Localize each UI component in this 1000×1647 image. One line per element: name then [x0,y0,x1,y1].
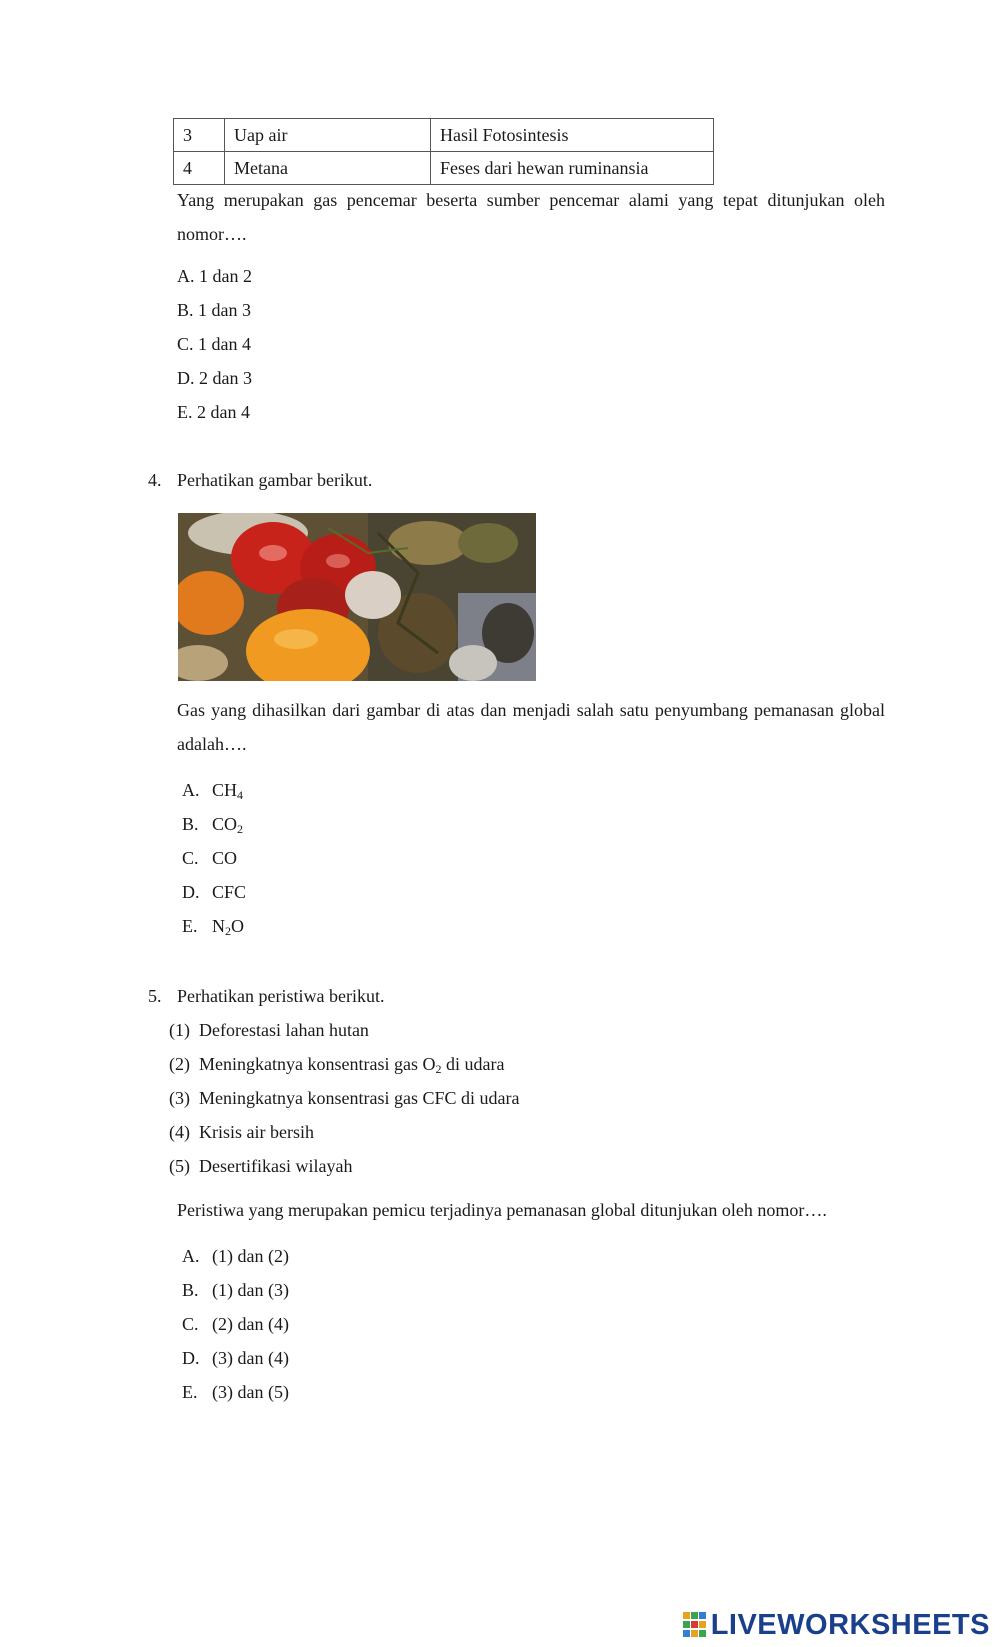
statement-subscript: 2 [435,1062,442,1076]
statement-number: (5) [169,1156,190,1176]
liveworksheets-logo-icon [683,1612,707,1638]
option-text: (3) dan (5) [212,1382,289,1402]
q3-option-c[interactable] [177,334,251,355]
question-number: 4. [148,470,162,490]
option-text: 1 dan 4 [198,334,252,354]
table-cell-no: 4 [174,152,225,185]
option-text: N [212,916,225,936]
option-text: CO [212,814,238,834]
q3-option-e[interactable] [177,402,250,423]
q5-question: Peristiwa yang merupakan pemicu terjadinya pemanasan global ditunjukan oleh nomor…. [177,1200,827,1220]
q4-intro [148,470,372,491]
statement-number: (1) [169,1020,190,1040]
q3-option-d[interactable] [177,368,252,389]
statement-text-suffix: di udara [441,1054,505,1074]
option-text-suffix: O [231,916,244,936]
q4-option-e[interactable] [182,916,244,937]
table-cell-source: Hasil Fotosintesis [431,119,714,152]
statement-number: (4) [169,1122,190,1142]
q5-statement-5 [169,1156,352,1177]
question-number: 5. [148,986,162,1006]
table-row [174,119,714,152]
table-cell-source: Feses dari hewan ruminansia [431,152,714,185]
option-text: 1 dan 2 [199,266,252,286]
option-text: (2) dan (4) [212,1314,289,1334]
question-intro-text: Perhatikan peristiwa berikut. [177,986,385,1006]
q3-option-a[interactable] [177,266,252,287]
option-letter: B. [182,1280,199,1300]
statement-text: Meningkatnya konsentrasi gas CFC di udara [199,1088,520,1108]
option-text: CH [212,780,238,800]
q5-option-c[interactable] [182,1314,289,1335]
option-text: 2 dan 3 [199,368,252,388]
q5-intro [148,986,384,1007]
option-letter: A. [177,266,195,286]
q5-statement-4 [169,1122,314,1143]
q3-option-b[interactable] [177,300,251,321]
option-letter: B. [182,814,199,834]
q5-option-b[interactable] [182,1280,289,1301]
table-row [174,152,714,185]
option-text: CO [212,848,238,868]
q4-question: Gas yang dihasilkan dari gambar di atas dan menjadi salah satu penyumbang pemanasan global adalah…. [177,700,885,754]
pollutant-table [173,118,714,185]
q4-option-c[interactable] [182,848,237,869]
rotting-food-image [178,513,536,681]
q4-option-b[interactable] [182,814,243,835]
option-letter: D. [182,882,200,902]
q3-question: Yang merupakan gas pencemar beserta sumber pencemar alami yang tepat ditunjukan oleh nomor…. [177,190,885,244]
option-subscript: 2 [225,924,231,938]
option-letter: C. [177,334,194,354]
table-cell-no: 3 [174,119,225,152]
option-letter: A. [182,1246,200,1266]
option-letter: C. [182,848,199,868]
q5-option-d[interactable] [182,1348,289,1369]
option-text: (3) dan (4) [212,1348,289,1368]
option-text: 1 dan 3 [198,300,252,320]
option-subscript: 2 [237,822,244,836]
q5-option-a[interactable] [182,1246,289,1267]
statement-number: (3) [169,1088,190,1108]
option-letter: C. [182,1314,199,1334]
option-letter: A. [182,780,200,800]
option-text: 2 dan 4 [197,402,250,422]
statement-text: Krisis air bersih [199,1122,314,1142]
q5-option-e[interactable] [182,1382,289,1403]
q5-statement-2 [169,1054,504,1075]
q5-statement-1 [169,1020,369,1041]
option-letter: B. [177,300,194,320]
q4-option-d[interactable] [182,882,246,903]
option-letter: E. [182,916,198,936]
table-cell-gas: Uap air [225,119,431,152]
option-text: (1) dan (2) [212,1246,289,1266]
option-text: CFC [212,882,247,902]
statement-text: Deforestasi lahan hutan [199,1020,369,1040]
q4-option-a[interactable] [182,780,243,801]
question-intro-text: Perhatikan gambar berikut. [177,470,373,490]
option-text: (1) dan (3) [212,1280,289,1300]
option-letter: D. [177,368,195,388]
rotting-food-illustration [178,513,536,681]
logo-text: LIVEWORKSHEETS [710,1609,990,1641]
q5-statement-3 [169,1088,519,1109]
option-letter: E. [177,402,193,422]
statement-number: (2) [169,1054,190,1074]
option-letter: E. [182,1382,198,1402]
option-letter: D. [182,1348,200,1368]
option-subscript: 4 [237,788,244,802]
table-cell-gas: Metana [225,152,431,185]
liveworksheets-logo [683,1610,990,1640]
statement-text: Desertifikasi wilayah [199,1156,353,1176]
statement-text: Meningkatnya konsentrasi gas O [199,1054,436,1074]
